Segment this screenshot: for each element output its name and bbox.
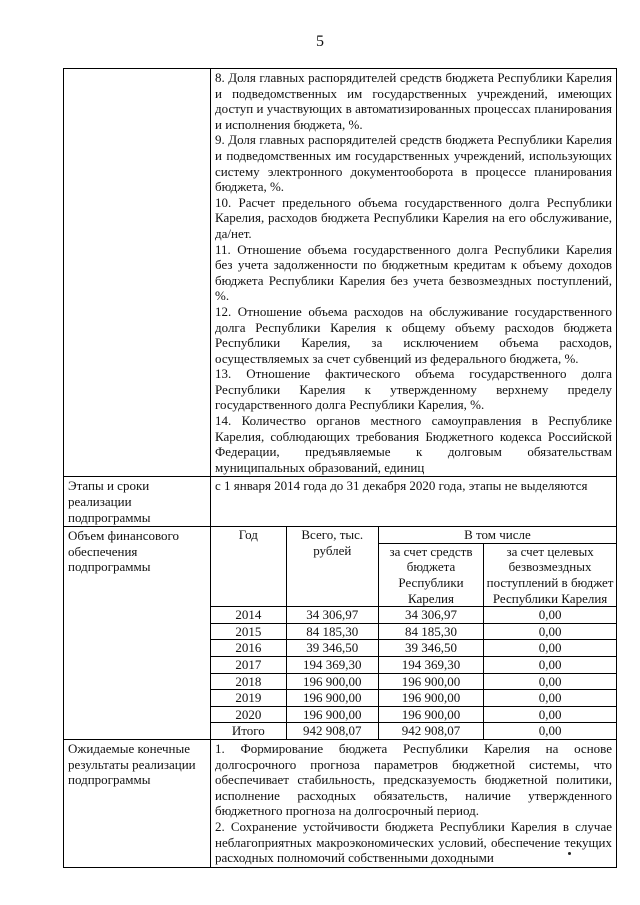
page-number: 5 xyxy=(316,33,324,50)
finance-budget-cell: 34 306,97 xyxy=(378,607,483,624)
finance-data-row xyxy=(211,656,616,673)
indicator-9: 9. Доля главных распорядителей средств бюджета Республики Карелия и подведомственных им государственных учреждений, использующих систему электронного документооборота в процессе планирования бюджета, %. xyxy=(215,132,612,195)
finance-year-cell: 2018 xyxy=(211,673,286,690)
finance-label: Объем финансового обеспечения подпрограммы xyxy=(64,527,211,740)
stages-row xyxy=(64,477,617,527)
finance-total-cell: 84 185,30 xyxy=(286,623,378,640)
finance-data-row xyxy=(211,673,616,690)
results-cell xyxy=(211,739,617,867)
result-2: 2. Сохранение устойчивости бюджета Республики Карелия в случае неблагоприятных макроэкономических условий, обеспечение текущих расходных полномочий собственными доходными xyxy=(215,818,612,866)
results-row xyxy=(64,739,617,867)
finance-year-cell: 2014 xyxy=(211,607,286,624)
finance-budget-cell: 942 908,07 xyxy=(378,723,483,739)
finance-budget-cell: 194 369,30 xyxy=(378,656,483,673)
finance-total-cell: 194 369,30 xyxy=(286,656,378,673)
indicator-10: 10. Расчет предельного объема государственного долга Республики Карелия, расходов бюджета Республики Карелия на его обслуживание, да/нет. xyxy=(215,194,612,241)
finance-gratuitous-cell: 0,00 xyxy=(484,723,616,739)
finance-table xyxy=(211,527,616,739)
finance-data-row xyxy=(211,706,616,723)
indicator-13: 13. Отношение фактического объема государственного долга Республики Карелия к утвержденному верхнему пределу государственного долга Республики Карелия, %. xyxy=(215,366,612,413)
finance-year-cell: 2015 xyxy=(211,623,286,640)
finance-col-total: Всего, тыс. рублей xyxy=(286,527,378,606)
finance-gratuitous-cell: 0,00 xyxy=(484,656,616,673)
indicators-label-cell xyxy=(64,69,211,477)
indicator-14: 14. Количество органов местного самоуправления в Республике Карелия, соблюдающих требования Бюджетного кодекса Российской Федерации, предъявляемые к долговым обязательствам муниципальных образований, единиц xyxy=(215,413,612,475)
finance-data-row xyxy=(211,640,616,657)
indicator-11: 11. Отношение объема государственного долга Республики Карелия без учета задолженности по бюджетным кредитам к объему доходов бюджета Республики Карелия без учета безвозмездных поступлений, %. xyxy=(215,241,612,304)
result-1: 1. Формирование бюджета Республики Карелия на основе долгосрочного прогноза параметров бюджетной системы, что обеспечивает стабильность, предсказуемость бюджетной политики, исполнение расходных обязательств, наличие утвержденного бюджетного прогноза на долгосрочный период. xyxy=(215,740,612,819)
indicator-12: 12. Отношение объема расходов на обслуживание государственного долга Республики Карелия к общему объему расходов бюджета Республики Карелия, за исключением объема расходов, осуществляемых за счет субвенций из федерального бюджета, %. xyxy=(215,303,612,366)
finance-total-cell: 39 346,50 xyxy=(286,640,378,657)
stages-value: с 1 января 2014 года до 31 декабря 2020 года, этапы не выделяются xyxy=(211,477,617,527)
results-label: Ожидаемые конечные результаты реализации подпрограммы xyxy=(64,739,211,867)
passport-table xyxy=(63,68,617,868)
finance-gratuitous-cell: 0,00 xyxy=(484,607,616,624)
finance-budget-cell: 196 900,00 xyxy=(378,673,483,690)
finance-gratuitous-cell: 0,00 xyxy=(484,623,616,640)
finance-col-budget: за счет средств бюджета Республики Карелия xyxy=(378,543,483,606)
finance-total-cell: 942 908,07 xyxy=(286,723,378,739)
finance-total-cell: 196 900,00 xyxy=(286,690,378,707)
finance-year-cell: 2016 xyxy=(211,640,286,657)
finance-gratuitous-cell: 0,00 xyxy=(484,706,616,723)
finance-year-cell: Итого xyxy=(211,723,286,739)
finance-data-row xyxy=(211,723,616,739)
finance-data-row xyxy=(211,690,616,707)
stray-mark xyxy=(568,852,571,855)
finance-year-cell: 2017 xyxy=(211,656,286,673)
indicators-row xyxy=(64,69,617,477)
finance-col-gratuitous: за счет целевых безвозмездных поступлений в бюджет Республики Карелия xyxy=(484,543,616,606)
finance-data-row xyxy=(211,607,616,624)
finance-gratuitous-cell: 0,00 xyxy=(484,673,616,690)
finance-cell xyxy=(211,527,617,740)
finance-row xyxy=(64,527,617,740)
finance-budget-cell: 39 346,50 xyxy=(378,640,483,657)
finance-budget-cell: 196 900,00 xyxy=(378,706,483,723)
finance-gratuitous-cell: 0,00 xyxy=(484,640,616,657)
finance-budget-cell: 196 900,00 xyxy=(378,690,483,707)
passport-table-frame xyxy=(63,68,617,868)
finance-total-cell: 196 900,00 xyxy=(286,673,378,690)
finance-year-cell: 2020 xyxy=(211,706,286,723)
stages-label: Этапы и сроки реализации подпрограммы xyxy=(64,477,211,527)
finance-data-row xyxy=(211,623,616,640)
finance-budget-cell: 84 185,30 xyxy=(378,623,483,640)
finance-total-cell: 34 306,97 xyxy=(286,607,378,624)
finance-col-year: Год xyxy=(211,527,286,606)
indicators-cell xyxy=(211,69,617,477)
finance-col-including: В том числе xyxy=(378,527,616,543)
finance-gratuitous-cell: 0,00 xyxy=(484,690,616,707)
finance-year-cell: 2019 xyxy=(211,690,286,707)
indicator-8: 8. Доля главных распорядителей средств бюджета Республики Карелия и подведомственных им государственных учреждений, имеющих доступ и участвующих в автоматизированных процессах планирования и исполнения бюджета, %. xyxy=(215,70,612,132)
finance-header-row xyxy=(211,527,616,543)
finance-total-cell: 196 900,00 xyxy=(286,706,378,723)
